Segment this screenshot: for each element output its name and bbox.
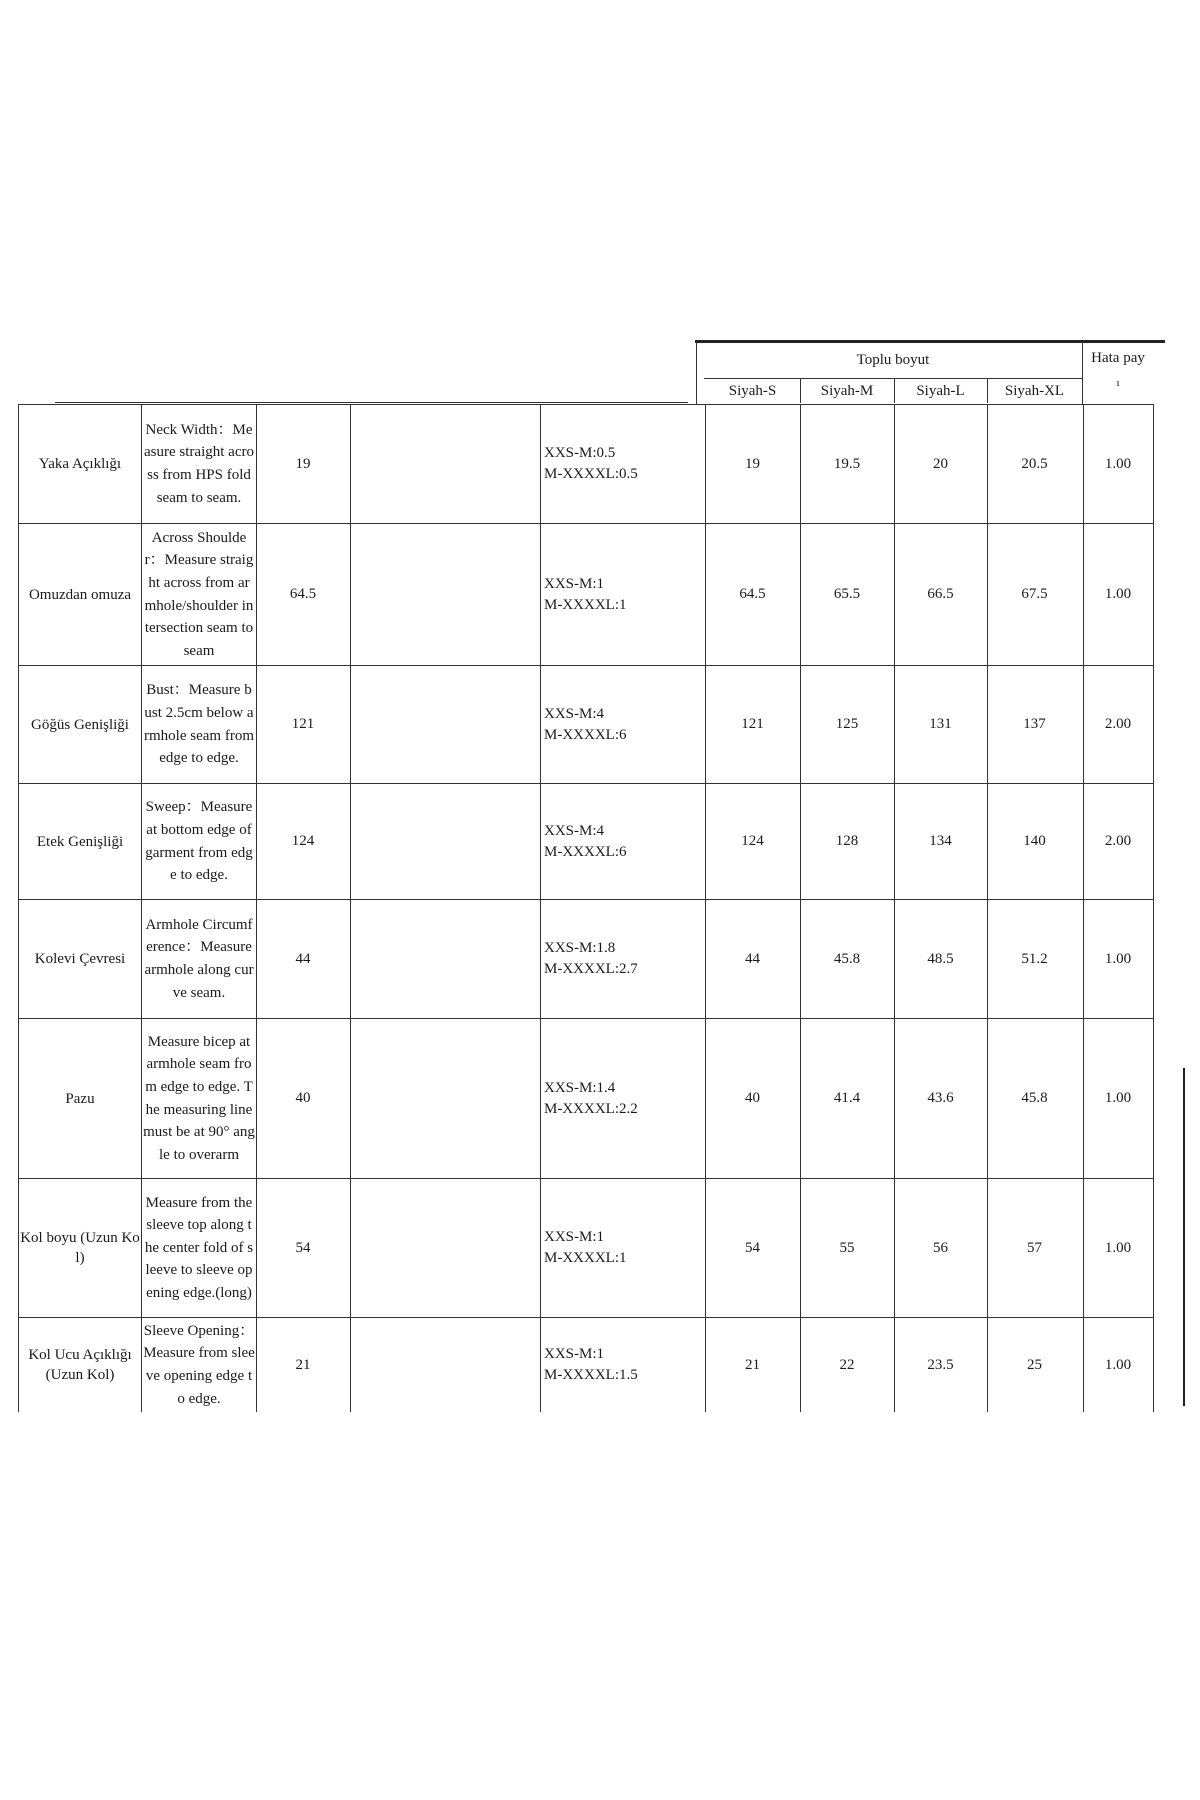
size-header-3: Siyah-L <box>916 382 965 399</box>
base-value: 21 <box>295 1356 311 1373</box>
description-text: Armhole Circumference：Measure armhole along curve seam. <box>144 916 254 1001</box>
measurement-description <box>143 405 255 523</box>
header-left-rule <box>55 402 688 403</box>
description-text: Measure from the sleeve top along the center fold of sleeve to sleeve opening edge.(long) <box>144 1194 254 1301</box>
size-header-2: Siyah-M <box>820 382 874 399</box>
measurement-name: Yaka Açıklığı <box>38 456 122 472</box>
tolerance-value: 1.00 <box>1104 586 1132 602</box>
size-value-3: 23.5 <box>927 1356 954 1373</box>
base-value: 124 <box>291 833 315 849</box>
measurement-description <box>143 900 255 1018</box>
grade-rule-1: XXS-M:1 <box>544 575 605 592</box>
size-value-2: 45.8 <box>833 950 861 967</box>
size-value-4: 20.5 <box>1021 455 1048 472</box>
measurement-name: Etek Genişliği <box>36 833 124 850</box>
size-header-1: Siyah-S <box>728 382 777 399</box>
base-value: 19 <box>295 455 311 472</box>
size-value-1: 64.5 <box>739 586 766 602</box>
tolerance-value: 1.00 <box>1104 950 1132 967</box>
grade-rule-1: XXS-M:1 <box>544 1229 605 1245</box>
size-value-3: 131 <box>929 716 952 732</box>
size-value-3: 66.5 <box>927 586 954 602</box>
base-value: 40 <box>295 1090 311 1106</box>
description-text: Bust：Measure bust 2.5cm below armhole seam from edge to edge. <box>144 682 254 767</box>
grade-rule <box>541 784 705 899</box>
base-value: 54 <box>295 1239 311 1256</box>
edge-mark <box>1183 1068 1185 1406</box>
grade-rule-1: XXS-M:1.8 <box>544 940 616 956</box>
description-text: Sweep：Measure at bottom edge of garment from edge to edge. <box>145 799 253 884</box>
grade-rule-1: XXS-M:0.5 <box>544 445 616 461</box>
size-value-4: 140 <box>1023 833 1046 849</box>
measurement-description <box>143 1019 255 1178</box>
tolerance-value: 1.00 <box>1104 1239 1132 1256</box>
grade-rule <box>541 1179 705 1317</box>
description-text: Measure bicep at armhole seam from edge to edge. The measuring line must be at 90° angle to overarm <box>143 1033 255 1163</box>
measurement-name: Kol boyu (Uzun Kol) <box>20 1230 140 1266</box>
description-text: Neck Width：Measure straight across from HPS fold seam to seam. <box>144 421 254 506</box>
measurement-description <box>143 1318 255 1412</box>
tolerance-value: 1.00 <box>1104 1090 1132 1106</box>
size-value-1: 44 <box>745 950 760 967</box>
grade-rule <box>541 1318 705 1412</box>
size-value-4: 45.8 <box>1021 1090 1048 1106</box>
size-value-1: 19 <box>745 455 760 472</box>
measurement-name: Omuzdan omuza <box>28 586 132 603</box>
tolerance-value: 2.00 <box>1104 716 1132 732</box>
grade-rule-2: M-XXXXL:1 <box>544 596 627 613</box>
size-value-4: 25 <box>1027 1356 1042 1373</box>
size-value-2: 19.5 <box>833 455 861 472</box>
size-value-3: 43.6 <box>927 1090 954 1106</box>
description-text: Across Shoulder：Measure straight across from armhole/shoulder intersection seam to seam <box>144 529 254 659</box>
size-value-2: 41.4 <box>833 1090 861 1106</box>
size-value-4: 51.2 <box>1021 950 1048 967</box>
size-value-1: 40 <box>745 1090 760 1106</box>
column-rule <box>141 404 142 1412</box>
size-value-3: 48.5 <box>927 950 954 967</box>
size-value-2: 125 <box>835 716 859 732</box>
grade-rule-2: M-XXXXL:6 <box>544 843 627 860</box>
grade-rule-2: M-XXXXL:2.2 <box>544 1100 638 1117</box>
size-value-1: 21 <box>745 1356 760 1373</box>
size-header-divider <box>987 379 988 403</box>
measurement-name: Kolevi Çevresi <box>34 951 126 967</box>
tolerance-header-suffix: ı <box>1116 376 1120 389</box>
size-value-3: 20 <box>933 455 948 472</box>
measurement-name: Pazu <box>65 1090 95 1107</box>
size-value-2: 22 <box>839 1356 855 1373</box>
size-header-divider <box>800 379 801 403</box>
tolerance-header-label: Hata pay <box>1091 349 1145 366</box>
size-value-2: 55 <box>839 1239 855 1256</box>
size-value-2: 128 <box>835 833 859 849</box>
column-rule <box>350 404 351 1412</box>
grade-rule <box>541 524 705 665</box>
base-value: 121 <box>291 716 315 732</box>
grade-rule-1: XXS-M:1 <box>544 1346 605 1362</box>
tolerance-value: 1.00 <box>1104 455 1132 472</box>
grade-rule-2: M-XXXXL:2.7 <box>544 961 638 977</box>
size-value-1: 124 <box>741 833 764 849</box>
header-mid-rule <box>704 378 1082 379</box>
measurement-name: Göğüs Genişliği <box>31 716 129 733</box>
size-header-4: Siyah-XL <box>1004 382 1065 399</box>
base-value: 44 <box>295 950 311 967</box>
measurement-description <box>143 784 255 899</box>
column-rule <box>1153 404 1154 1412</box>
tolerance-value: 1.00 <box>1104 1356 1132 1373</box>
tolerance-value: 2.00 <box>1104 833 1132 849</box>
measurement-description <box>143 666 255 783</box>
grade-rule <box>541 1019 705 1178</box>
measurement-description <box>143 1179 255 1317</box>
grade-rule-1: XXS-M:1.4 <box>544 1079 616 1096</box>
description-text: Sleeve Opening：Measure from sleeve opening edge to edge. <box>143 1322 255 1407</box>
header-top-rule <box>695 340 1165 343</box>
grade-rule <box>541 666 705 783</box>
group-header-label: Toplu boyut <box>856 351 930 368</box>
size-value-2: 65.5 <box>833 586 861 602</box>
size-value-4: 137 <box>1023 716 1046 732</box>
size-value-3: 134 <box>929 833 952 849</box>
grade-rule-2: M-XXXXL:1 <box>544 1250 627 1266</box>
measurement-name: Kol Ucu Açıklığı (Uzun Kol) <box>28 1347 132 1383</box>
grade-rule <box>541 900 705 1018</box>
grade-rule-1: XXS-M:4 <box>544 822 605 839</box>
grade-rule-2: M-XXXXL:0.5 <box>544 466 638 482</box>
base-value: 64.5 <box>289 586 317 602</box>
grade-rule-2: M-XXXXL:1.5 <box>544 1367 638 1383</box>
grade-rule <box>541 405 705 523</box>
size-value-4: 57 <box>1027 1239 1042 1256</box>
size-header-divider <box>894 379 895 403</box>
size-value-1: 54 <box>745 1239 760 1256</box>
grade-rule-1: XXS-M:4 <box>544 705 605 722</box>
grade-rule-2: M-XXXXL:6 <box>544 726 627 743</box>
measurement-description <box>143 524 255 665</box>
header-left-divider <box>696 342 697 404</box>
size-value-4: 67.5 <box>1021 586 1048 602</box>
size-value-1: 121 <box>741 716 764 732</box>
size-value-3: 56 <box>933 1239 948 1256</box>
